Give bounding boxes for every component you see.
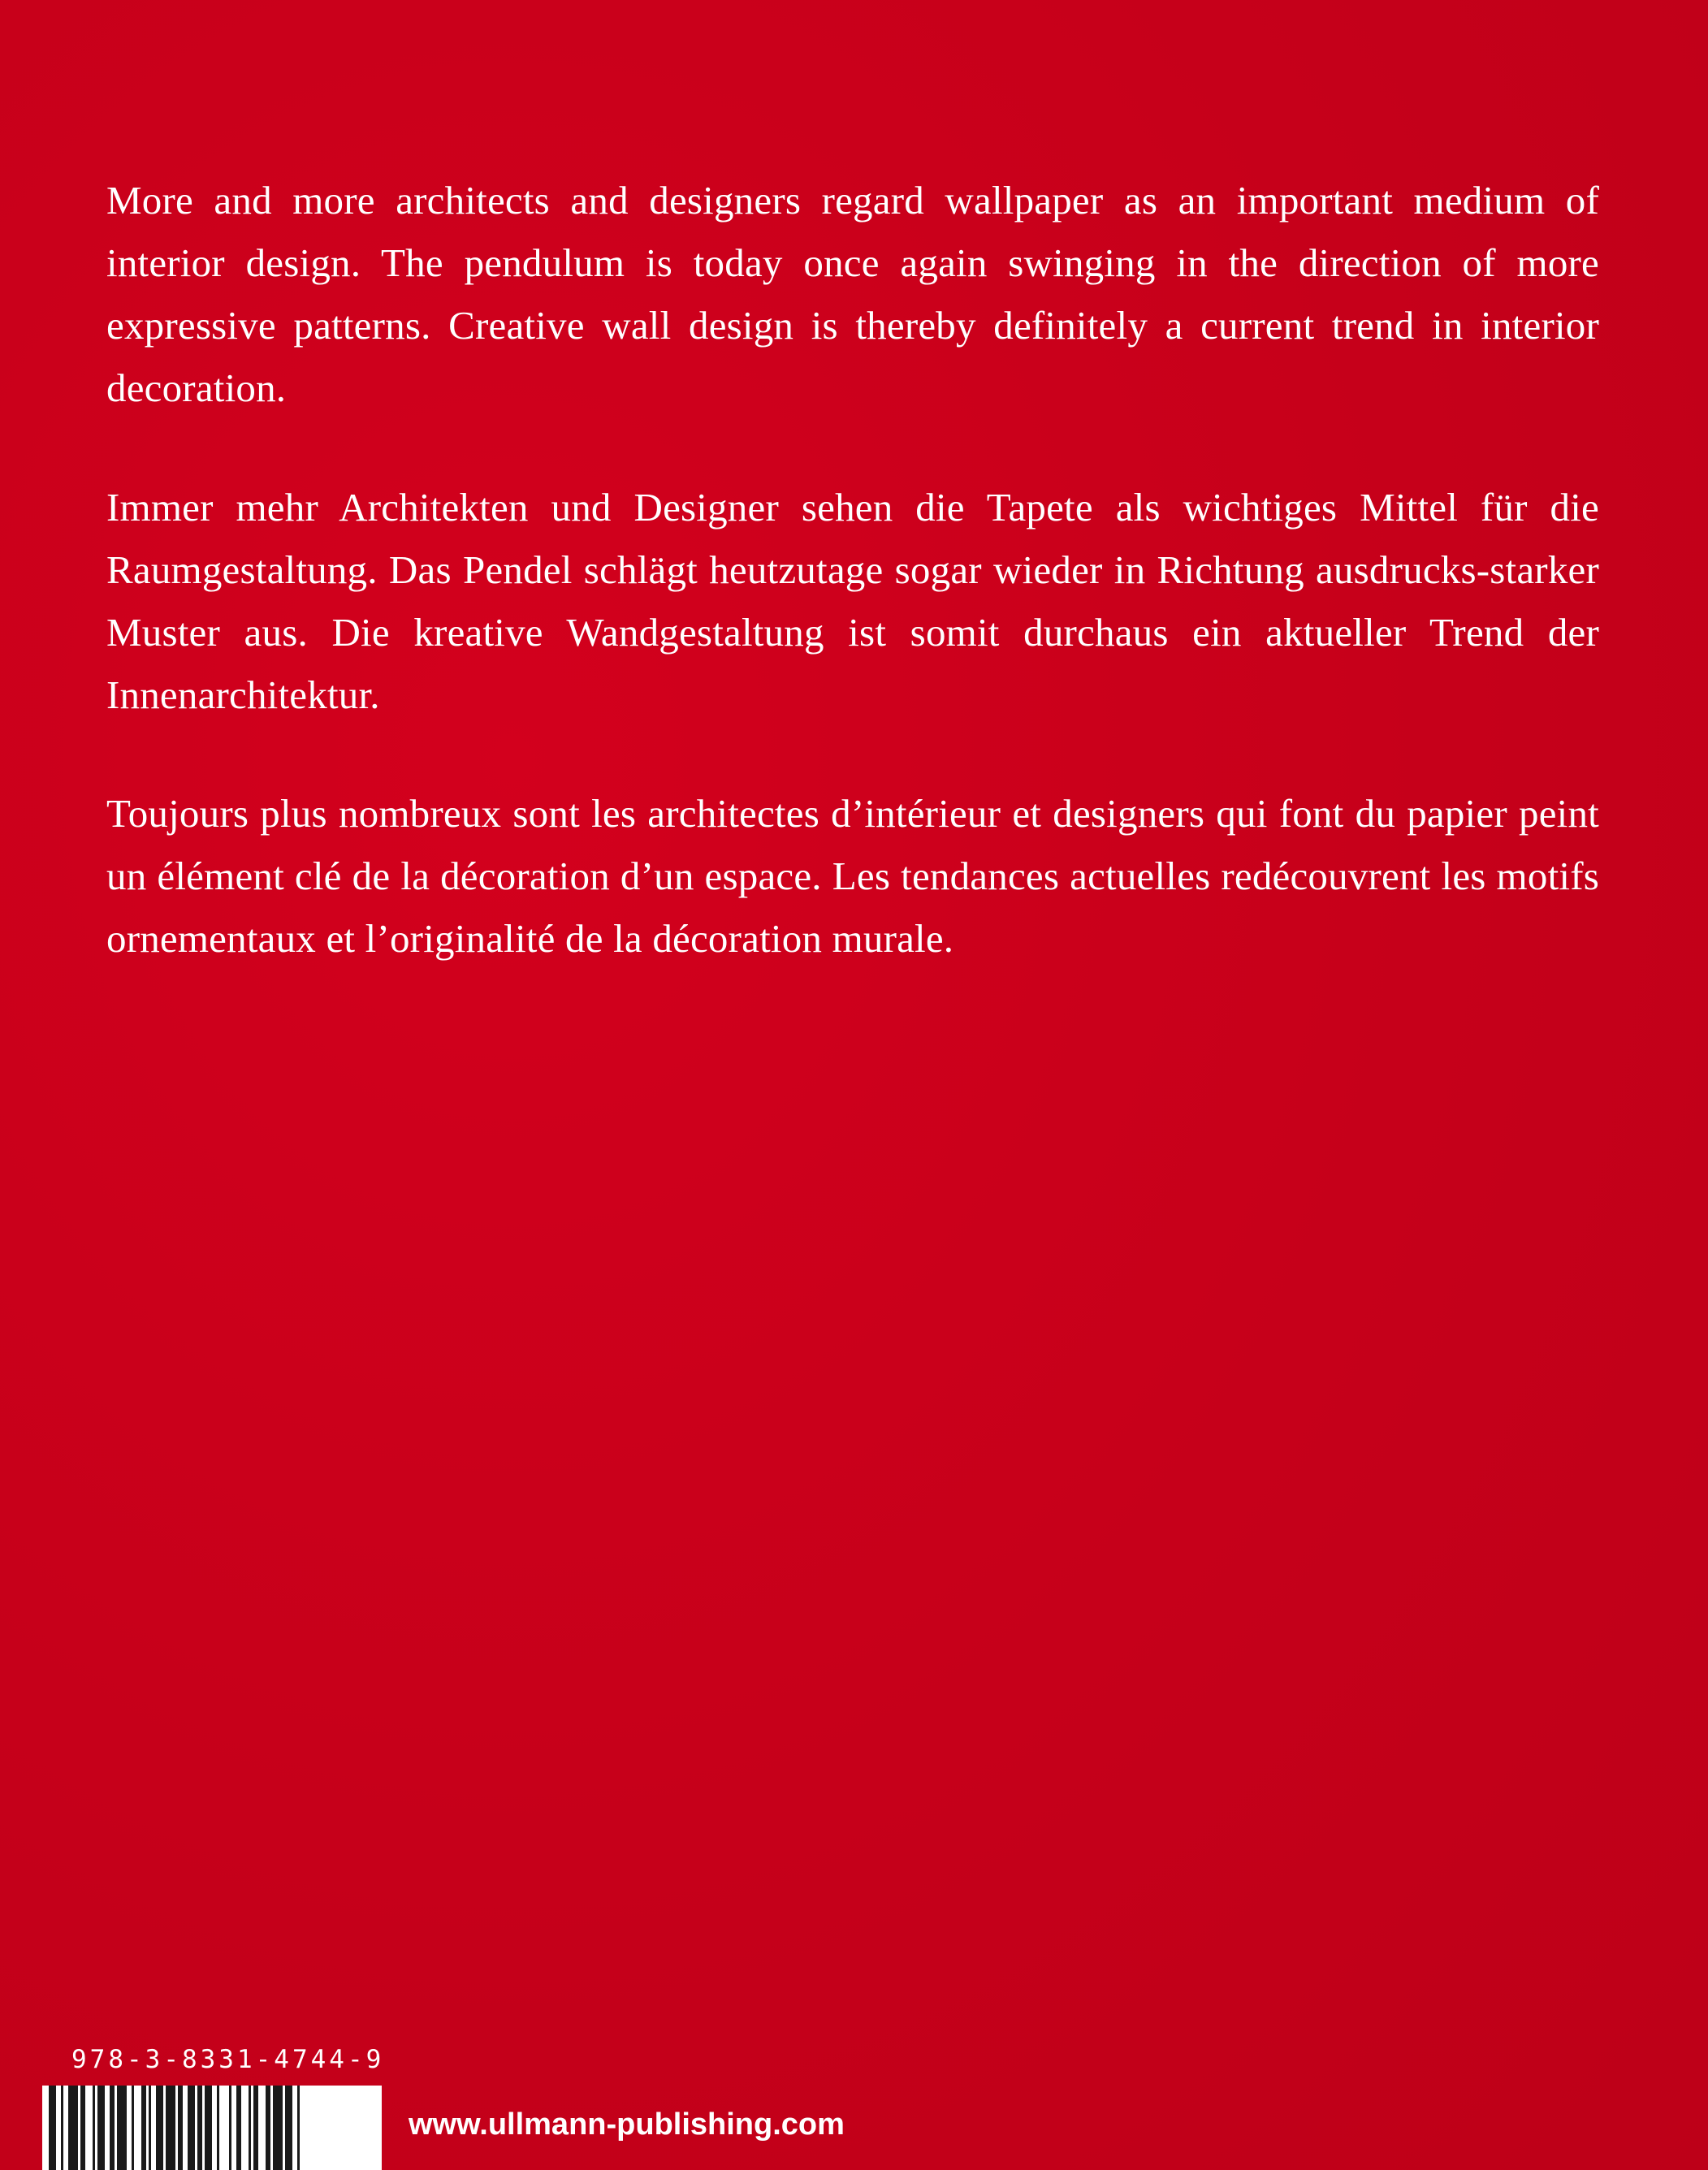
barcode-bar	[149, 2086, 151, 2170]
barcode-bar	[166, 2086, 175, 2170]
barcode-bar	[236, 2086, 241, 2170]
barcode-bar	[110, 2086, 115, 2170]
paragraph-french: Toujours plus nombreux sont les architectes d’intérieur et designers qui font du papier peint un élément clé de la décoration d’un espace. Les tendances actuelles redécouvrent les motifs ornementaux et l’originalité de la décoration murale.	[106, 791, 1599, 961]
isbn-number: 978-3-8331-4744-9	[71, 2045, 385, 2074]
barcode-bar	[132, 2086, 134, 2170]
barcode-icon	[42, 2086, 382, 2170]
text-block-french	[106, 782, 1599, 970]
barcode-bar	[80, 2086, 85, 2170]
publisher-website: www.ullmann-publishing.com	[409, 2107, 845, 2142]
barcode-bar	[205, 2086, 212, 2170]
barcode-bar	[117, 2086, 127, 2170]
barcode-bar	[197, 2086, 202, 2170]
barcode-bar	[68, 2086, 78, 2170]
barcode-bar	[97, 2086, 105, 2170]
barcode-bar	[229, 2086, 231, 2170]
text-block-english	[106, 169, 1599, 419]
barcode-bar	[178, 2086, 183, 2170]
barcode-bar	[141, 2086, 146, 2170]
barcode-bar	[49, 2086, 56, 2170]
barcode-bar	[253, 2086, 258, 2170]
barcode-bar	[249, 2086, 251, 2170]
paragraph-german: Immer mehr Architekten und Designer sehen die Tapete als wichtiges Mittel für die Raumgestaltung. Das Pendel schlägt heutzutage sogar wieder in Richtung ausdrucks-starker Muster aus. Die kreative Wandgestaltung ist somit durchaus ein aktueller Trend der Innenarchitektur.	[106, 485, 1599, 717]
barcode-bar	[188, 2086, 195, 2170]
barcode-bar	[61, 2086, 63, 2170]
text-block-german	[106, 476, 1599, 726]
barcode-bar	[217, 2086, 219, 2170]
barcode-bar	[297, 2086, 300, 2170]
barcode-bar	[285, 2086, 292, 2170]
barcode-bar	[156, 2086, 163, 2170]
barcode-bar	[273, 2086, 283, 2170]
barcode-bar	[93, 2086, 95, 2170]
paragraph-english: More and more architects and designers regard wallpaper as an important medium of interior design. The pendulum is today once again swinging in the direction of more expressive patterns. Creative wall design is thereby definitely a current trend in interior decoration.	[106, 178, 1599, 410]
barcode-bar	[266, 2086, 270, 2170]
